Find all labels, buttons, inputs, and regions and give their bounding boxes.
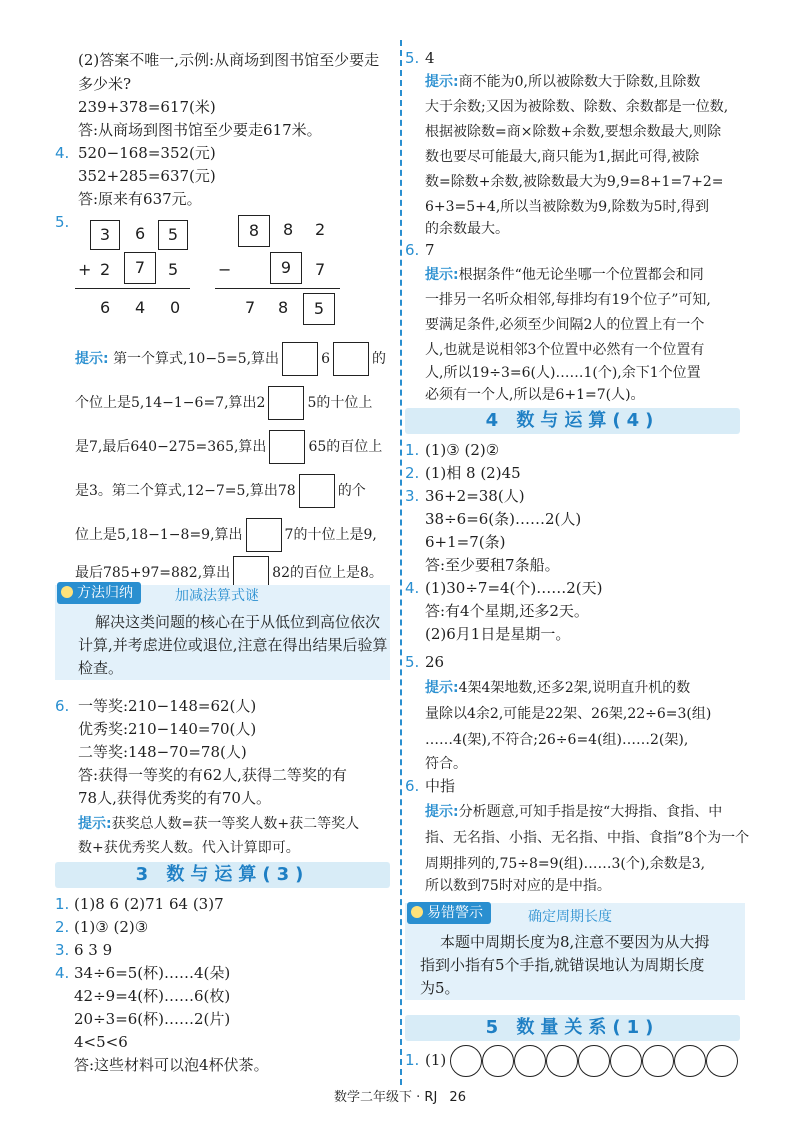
digit: 2 bbox=[100, 260, 111, 279]
method-title: 加减法算式谜 bbox=[175, 588, 259, 604]
item-number: 6. bbox=[405, 241, 420, 259]
answer: 4 bbox=[425, 49, 435, 67]
hint-line: 6+3=5+4,所以当被除数为9,除数为5时,得到 bbox=[425, 199, 709, 215]
hint-line: 提示:商不能为0,所以被除数大于除数,且除数 bbox=[425, 74, 701, 90]
warning-line: 本题中周期长度为8,注意不要因为从大拇 bbox=[440, 933, 710, 951]
method-tag: 方法归纳 bbox=[57, 582, 141, 604]
item-text: 答:有4个星期,还多2天。 bbox=[425, 602, 589, 620]
answer-box: 7 bbox=[124, 252, 156, 284]
circle bbox=[450, 1045, 482, 1077]
hint-line: 提示:根据条件“他无论坐哪一个位置都会和同 bbox=[425, 267, 704, 283]
hint-line: 数也要尽可能最大,商只能为1,据此可得,被除 bbox=[425, 149, 700, 165]
item-text: (1)③ (2)② bbox=[425, 441, 500, 459]
item-text: (2)6月1日是星期一。 bbox=[425, 625, 571, 643]
answer-box: 3 bbox=[90, 220, 120, 250]
q5-hint-line: 是3。第二个算式,12−7=5,算出78 的个 bbox=[75, 474, 366, 508]
item-number: 6. bbox=[405, 777, 420, 795]
empty-box bbox=[333, 342, 369, 376]
item-number: 3. bbox=[405, 487, 420, 505]
hint-line: 所以数到75时对应的是中指。 bbox=[425, 878, 611, 894]
book-label: 数学二年级下 · RJ bbox=[334, 1090, 438, 1105]
q5-hint-line: 个位上是5,14−1−6=7,算出2 5的十位上 bbox=[75, 386, 372, 420]
item-text: 36+2=38(人) bbox=[425, 487, 525, 505]
item-text: (1)30÷7=4(个)……2(天) bbox=[425, 579, 603, 597]
minus-sign: − bbox=[218, 260, 232, 279]
hint-line: ……4(架),不符合;26÷6=4(组)……2(架), bbox=[425, 732, 689, 748]
item-text: 20÷3=6(杯)……2(片) bbox=[74, 1010, 231, 1028]
section-banner bbox=[55, 862, 390, 888]
circle bbox=[514, 1045, 546, 1077]
section-title: 5 数量关系(1) bbox=[485, 1017, 660, 1038]
answer: 7 bbox=[425, 241, 435, 259]
q5-number: 5. bbox=[55, 213, 70, 231]
circle bbox=[674, 1045, 706, 1077]
warning-tag: 易错警示 bbox=[407, 902, 491, 924]
item-text: 38÷6=6(条)……2(人) bbox=[425, 510, 582, 528]
q3-line: 答:从商场到图书馆至少要走617米。 bbox=[78, 121, 322, 139]
hint-line: 周期排列的,75÷8=9(组)……3(个),余数是3, bbox=[425, 856, 706, 872]
item-number: 4. bbox=[405, 579, 420, 597]
section-title: 3 数与运算(3) bbox=[135, 864, 310, 885]
section-title: 4 数与运算(4) bbox=[485, 410, 660, 431]
hint-line: 的余数最大。 bbox=[425, 221, 509, 237]
digit: 8 bbox=[278, 298, 289, 317]
page-footer bbox=[0, 1086, 800, 1105]
hint-line: 提示:4架4架地数,还多2架,说明直升机的数 bbox=[425, 680, 691, 696]
circle bbox=[578, 1045, 610, 1077]
answer-box: 5 bbox=[303, 293, 335, 325]
q4-line: 520−168=352(元) bbox=[78, 144, 216, 162]
answer: 26 bbox=[425, 653, 445, 671]
answer-box: 5 bbox=[158, 220, 188, 250]
answer-box: 9 bbox=[270, 252, 302, 284]
q6-line: 二等奖:148−70=78(人) bbox=[78, 743, 247, 761]
q3-line: (2)答案不唯一,示例:从商场到图书馆至少要走 bbox=[78, 51, 380, 69]
item-number: 4. bbox=[55, 964, 70, 982]
answer-box: 8 bbox=[238, 215, 270, 247]
digit: 7 bbox=[315, 260, 326, 279]
item-number: 1. bbox=[55, 895, 70, 913]
hint-line: 人,所以19÷3=6(人)……1(个),余下1个位置 bbox=[425, 365, 701, 381]
item-text: 4<5<6 bbox=[74, 1033, 128, 1051]
empty-box bbox=[268, 386, 304, 420]
item-number: 2. bbox=[405, 464, 420, 482]
lightbulb-icon bbox=[61, 586, 73, 598]
hint-line: 一排另一名听众相邻,每排均有19个位子”可知, bbox=[425, 292, 711, 308]
q6-number: 6. bbox=[55, 697, 70, 715]
circle bbox=[706, 1045, 738, 1077]
item-number: 2. bbox=[55, 918, 70, 936]
empty-box bbox=[269, 430, 305, 464]
q6-line: 优秀奖:210−140=70(人) bbox=[78, 720, 257, 738]
q3-line: 多少米? bbox=[78, 75, 132, 93]
digit: 0 bbox=[170, 298, 181, 317]
item-number: 1. bbox=[405, 1051, 420, 1069]
hint-line: 符合。 bbox=[425, 756, 467, 772]
hint-line: 量除以4余2,可能是22架、26架,22÷6=3(组) bbox=[425, 706, 712, 722]
hint-line: 提示:分析题意,可知手指是按“大拇指、食指、中 bbox=[425, 804, 723, 820]
warning-title: 确定周期长度 bbox=[528, 909, 612, 925]
hint-line: 大于余数;又因为被除数、除数、余数都是一位数, bbox=[425, 99, 729, 115]
q5-hint-line: 提示: 第一个算式,10−5=5,算出 6 的 bbox=[75, 342, 386, 376]
item-text: 42÷9=4(杯)……6(枚) bbox=[74, 987, 231, 1005]
item-number: 3. bbox=[55, 941, 70, 959]
empty-box bbox=[246, 518, 282, 552]
hint-label: 提示: bbox=[75, 351, 109, 367]
digit: 4 bbox=[135, 298, 146, 317]
digit: 2 bbox=[315, 220, 326, 239]
q6-hint-line: 提示:获奖总人数=获一等奖人数+获二等奖人 bbox=[78, 816, 360, 832]
hint-line: 必须有一个人,所以是6+1=7(人)。 bbox=[425, 387, 645, 403]
circle bbox=[642, 1045, 674, 1077]
section-banner bbox=[405, 408, 740, 434]
q3-line: 239+378=617(米) bbox=[78, 98, 216, 116]
digit: 6 bbox=[135, 224, 146, 243]
circle bbox=[482, 1045, 514, 1077]
item-text: 6+1=7(条) bbox=[425, 533, 506, 551]
item-text: (1)③ (2)③ bbox=[74, 918, 149, 936]
circle bbox=[546, 1045, 578, 1077]
lightbulb-icon bbox=[411, 906, 423, 918]
hint-line: 根据被除数=商×除数+余数,要想余数最大,则除 bbox=[425, 124, 722, 140]
hint-line: 要满足条件,必须至少间隔2人的位置上有一个 bbox=[425, 317, 705, 333]
q6-hint-line: 数+获优秀奖人数。代入计算即可。 bbox=[78, 840, 300, 856]
circle bbox=[610, 1045, 642, 1077]
q6-line: 答:获得一等奖的有62人,获得二等奖的有 bbox=[78, 766, 347, 784]
item-text: (1)8 6 (2)71 64 (3)7 bbox=[74, 895, 224, 913]
q6-line: 78人,获得优秀奖的有70人。 bbox=[78, 789, 271, 807]
column-divider bbox=[400, 40, 402, 1085]
plus-sign: + bbox=[78, 260, 92, 279]
q4-line: 352+285=637(元) bbox=[78, 167, 216, 185]
q4-number: 4. bbox=[55, 144, 70, 162]
warning-line: 为5。 bbox=[420, 979, 460, 997]
item-text: 答:这些材料可以泡4杯伏茶。 bbox=[74, 1056, 269, 1074]
item-number: 1. bbox=[405, 441, 420, 459]
q5-hint-line: 是7,最后640−275=365,算出 65的百位上 bbox=[75, 430, 382, 464]
digit: 7 bbox=[245, 298, 256, 317]
hint-line: 数=除数+余数,被除数最大为9,9=8+1=7+2= bbox=[425, 174, 724, 190]
empty-box bbox=[299, 474, 335, 508]
item-number: 5. bbox=[405, 653, 420, 671]
empty-box bbox=[282, 342, 318, 376]
answer: 中指 bbox=[425, 777, 456, 795]
item-text: (1)相 8 (2)45 bbox=[425, 464, 521, 482]
item-text: 答:至少要租7条船。 bbox=[425, 556, 560, 574]
equation-rule bbox=[75, 288, 190, 289]
hint-line: 指、无名指、小指、无名指、中指、食指”8个为一个 bbox=[425, 830, 750, 846]
section-banner bbox=[405, 1015, 740, 1041]
item-number: 5. bbox=[405, 49, 420, 67]
digit: 6 bbox=[100, 298, 111, 317]
q4-line: 答:原来有637元。 bbox=[78, 190, 202, 208]
digit: 5 bbox=[168, 260, 179, 279]
method-line: 检查。 bbox=[78, 659, 124, 677]
warning-line: 指到小指有5个手指,就错误地认为周期长度 bbox=[420, 956, 705, 974]
hint-line: 人,也就是说相邻3个位置中必然有一个位置有 bbox=[425, 342, 705, 358]
q6-line: 一等奖:210−148=62(人) bbox=[78, 697, 257, 715]
item-text: (1) bbox=[425, 1051, 447, 1069]
equation-rule bbox=[215, 288, 340, 289]
q5-hint-line: 位上是5,18−1−8=9,算出 7的十位上是9, bbox=[75, 518, 377, 552]
q5-hint-line: 最后785+97=882,算出 82的百位上是8。 bbox=[75, 556, 383, 590]
method-line: 解决这类问题的核心在于从低位到高位依次 bbox=[95, 613, 381, 631]
digit: 8 bbox=[283, 220, 294, 239]
page-number: 26 bbox=[449, 1090, 466, 1105]
method-line: 计算,并考虑进位或退位,注意在得出结果后验算 bbox=[78, 636, 388, 654]
item-text: 34÷6=5(杯)……4(朵) bbox=[74, 964, 231, 982]
item-text: 6 3 9 bbox=[74, 941, 113, 959]
